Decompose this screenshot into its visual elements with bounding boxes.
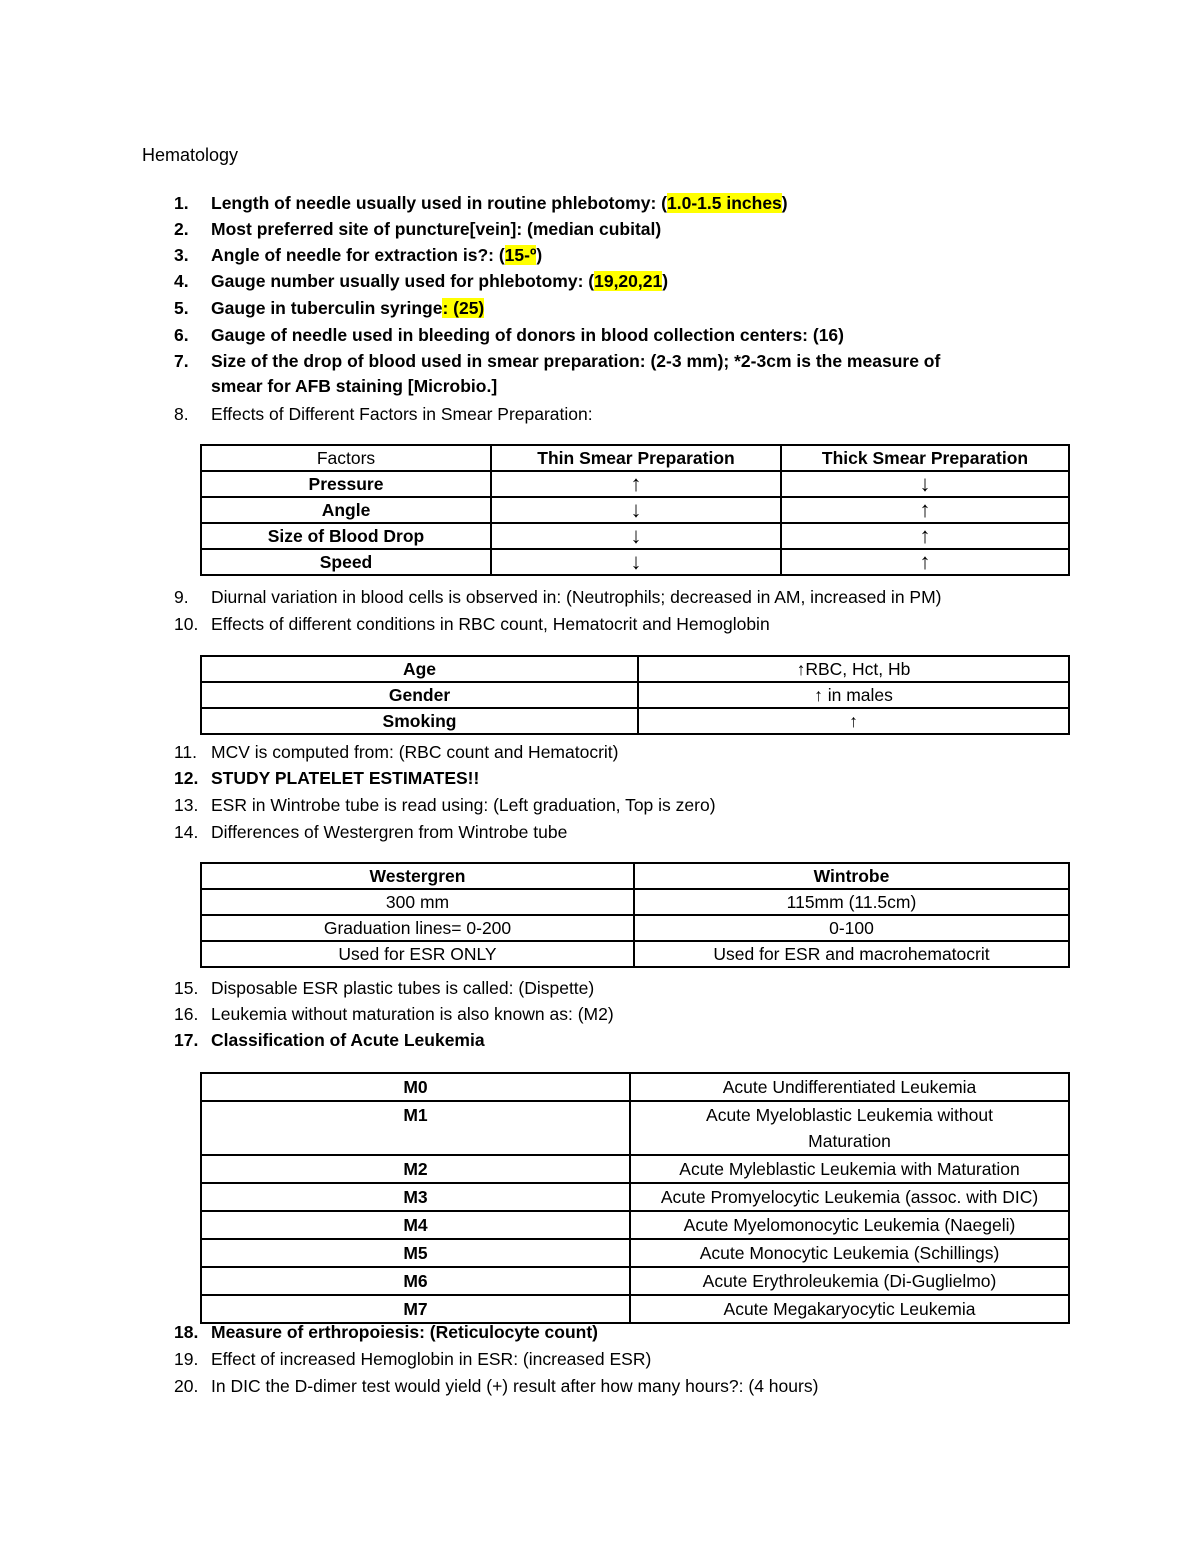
table-row (201, 1239, 1069, 1267)
table-cell: Smoking (201, 708, 638, 734)
item-number: 10. (174, 614, 199, 634)
table-cell: Acute Myelomonocytic Leukemia (Naegeli) (630, 1211, 1069, 1239)
table-header: Westergren (201, 863, 634, 889)
up-arrow-icon: ↑ (849, 711, 858, 731)
table-row (201, 941, 1069, 967)
smear-table (200, 444, 1070, 576)
table-cell: M5 (201, 1239, 630, 1267)
item-number: 13. (174, 795, 199, 815)
table-row (201, 1073, 1069, 1101)
table-cell: 115mm (11.5cm) (634, 889, 1069, 915)
highlight: 15-º (504, 245, 537, 265)
table-header: Thin Smear Preparation (491, 445, 781, 471)
down-arrow-icon: ↓ (491, 497, 781, 523)
table-row (201, 889, 1069, 915)
down-arrow-icon: ↓ (781, 471, 1069, 497)
table-row (201, 708, 1069, 734)
item-text: Gauge in tuberculin syringe: (25) (211, 298, 485, 318)
item-text: Differences of Westergren from Wintrobe tube (211, 822, 568, 842)
item-text: Gauge number usually used for phlebotomy: (19,20,21) (211, 271, 669, 291)
item-number: 4. (174, 271, 189, 291)
table-row (201, 1183, 1069, 1211)
table-row (201, 1267, 1069, 1295)
up-arrow-icon: ↑ (781, 523, 1069, 549)
table-header-row (201, 445, 1069, 471)
table-row (201, 656, 1069, 682)
table-cell: Acute Promyelocytic Leukemia (assoc. with DIC) (630, 1183, 1069, 1211)
table-header-row (201, 863, 1069, 889)
leukemia-table (200, 1072, 1070, 1324)
up-arrow-icon: ↑ (796, 659, 806, 679)
table-cell: ↑ in males (638, 682, 1069, 708)
table-cell (638, 708, 1069, 734)
table-cell: Acute Myleblastic Leukemia with Maturation (630, 1155, 1069, 1183)
table-row (201, 1101, 1069, 1155)
table-row (201, 549, 1069, 575)
item-text: Angle of needle for extraction is?: (15-º) (211, 245, 543, 265)
down-arrow-icon: ↓ (491, 523, 781, 549)
down-arrow-icon: ↓ (491, 549, 781, 575)
item-text: Effects of Different Factors in Smear Preparation: (211, 404, 593, 424)
item-number: 9. (174, 587, 189, 607)
item-number: 1. (174, 193, 189, 213)
item-text: Diurnal variation in blood cells is observed in: (Neutrophils; decreased in AM, increased in PM) (211, 587, 942, 607)
item-number: 2. (174, 219, 189, 239)
item-text: Most preferred site of puncture[vein]: (median cubital) (211, 219, 662, 239)
item-number: 11. (174, 742, 198, 762)
highlight: 1.0-1.5 inches (667, 193, 782, 213)
table-cell: Acute Myeloblastic Leukemia without Maturation (630, 1101, 1069, 1155)
item-number: 19. (174, 1349, 199, 1369)
item-text: STUDY PLATELET ESTIMATES!! (211, 768, 480, 788)
item-number: 6. (174, 325, 189, 345)
item-text: Measure of erthropoiesis: (Reticulocyte count) (211, 1322, 599, 1342)
table-row (201, 1295, 1069, 1323)
table-cell: Used for ESR and macrohematocrit (634, 941, 1069, 967)
table-cell: Used for ESR ONLY (201, 941, 634, 967)
up-arrow-icon: ↑ (814, 685, 823, 705)
document-title: Hematology (142, 145, 239, 165)
item-text: Gauge of needle used in bleeding of donors in blood collection centers: (16) (211, 325, 844, 345)
table-cell: Age (201, 656, 638, 682)
up-arrow-icon: ↑ (781, 549, 1069, 575)
esr-table (200, 862, 1070, 968)
table-row (201, 497, 1069, 523)
item-text: Effects of different conditions in RBC count, Hematocrit and Hemoglobin (211, 614, 770, 634)
table-cell: M3 (201, 1183, 630, 1211)
item-number: 15. (174, 978, 199, 998)
table-cell: M6 (201, 1267, 630, 1295)
table-cell: M2 (201, 1155, 630, 1183)
item-text: Classification of Acute Leukemia (211, 1030, 485, 1050)
table-row (201, 523, 1069, 549)
table-cell: Gender (201, 682, 638, 708)
table-cell: M1 (201, 1101, 630, 1155)
item-text: ESR in Wintrobe tube is read using: (Left graduation, Top is zero) (211, 795, 716, 815)
item-text: Effect of increased Hemoglobin in ESR: (increased ESR) (211, 1349, 652, 1369)
item-number: 16. (174, 1004, 199, 1024)
item-number: 7. (174, 351, 189, 371)
table-cell: Acute Megakaryocytic Leukemia (630, 1295, 1069, 1323)
table-header: Wintrobe (634, 863, 1069, 889)
table-row (201, 1155, 1069, 1183)
highlight: 19,20,21 (594, 271, 663, 291)
item-text: MCV is computed from: (RBC count and Hematocrit) (211, 742, 619, 762)
table-cell: M0 (201, 1073, 630, 1101)
item-text: In DIC the D-dimer test would yield (+) result after how many hours?: (4 hours) (211, 1376, 819, 1396)
item-number: 8. (174, 404, 189, 424)
item-text: Size of the drop of blood used in smear preparation: (2-3 mm); *2-3cm is the measure of smear for AFB staining [Microbio.] (211, 351, 941, 396)
item-number: 14. (174, 822, 199, 842)
table-cell: M4 (201, 1211, 630, 1239)
up-arrow-icon: ↑ (781, 497, 1069, 523)
table-cell: Pressure (201, 471, 491, 497)
item-number: 3. (174, 245, 189, 265)
table-cell: 300 mm (201, 889, 634, 915)
table-cell: Speed (201, 549, 491, 575)
item-number: 18. (174, 1322, 199, 1342)
table-row (201, 471, 1069, 497)
table-cell: 0-100 (634, 915, 1069, 941)
table-row (201, 1211, 1069, 1239)
item-text: Leukemia without maturation is also known as: (M2) (211, 1004, 614, 1024)
highlight: : (25) (442, 298, 485, 318)
table-header: Thick Smear Preparation (781, 445, 1069, 471)
item-number: 5. (174, 298, 189, 318)
table-header: Factors (201, 445, 491, 471)
item-number: 20. (174, 1376, 199, 1396)
table-cell: Acute Erythroleukemia (Di-Guglielmo) (630, 1267, 1069, 1295)
item-text: Disposable ESR plastic tubes is called: (Dispette) (211, 978, 595, 998)
table-cell: M7 (201, 1295, 630, 1323)
conditions-table (200, 655, 1070, 735)
table-cell: Acute Monocytic Leukemia (Schillings) (630, 1239, 1069, 1267)
table-cell: ↑RBC, Hct, Hb (638, 656, 1069, 682)
table-cell: Size of Blood Drop (201, 523, 491, 549)
table-row (201, 682, 1069, 708)
item-text: Length of needle usually used in routine phlebotomy: (1.0-1.5 inches) (211, 193, 788, 213)
table-row (201, 915, 1069, 941)
table-cell: Graduation lines= 0-200 (201, 915, 634, 941)
item-number: 12. (174, 768, 199, 788)
up-arrow-icon: ↑ (491, 471, 781, 497)
table-cell: Acute Undifferentiated Leukemia (630, 1073, 1069, 1101)
table-cell: Angle (201, 497, 491, 523)
item-number: 17. (174, 1030, 199, 1050)
